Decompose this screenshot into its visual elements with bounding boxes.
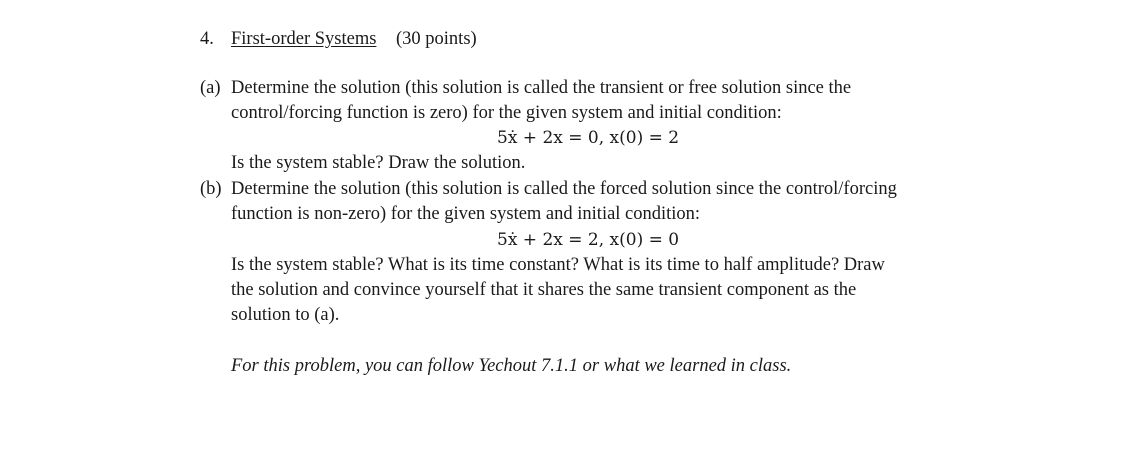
part-a-question: Is the system stable? Draw the solution.: [231, 153, 526, 173]
part-b-equation: 5ẋ + 2x = 2, x(0) = 0: [497, 230, 680, 250]
part-a-label: (a): [200, 78, 221, 98]
part-b-line-1: Determine the solution (this solution is called the forced solution since the control/forcing: [231, 179, 897, 199]
reference-note: For this problem, you can follow Yechout 7.1.1 or what we learned in class.: [231, 356, 792, 376]
problem-title: First-order Systems: [231, 29, 377, 49]
problem-number: 4.: [200, 29, 214, 49]
part-b-question-1: Is the system stable? What is its time constant? What is its time to half amplitude? Draw: [231, 255, 885, 275]
part-a-line-2: control/forcing function is zero) for the given system and initial condition:: [231, 103, 782, 123]
part-b-question-2: the solution and convince yourself that it shares the same transient component as the: [231, 280, 857, 300]
problem-points: (30 points): [396, 29, 477, 49]
part-a-line-1: Determine the solution (this solution is called the transient or free solution since the: [231, 78, 852, 98]
part-b-label: (b): [200, 179, 222, 199]
part-b-question-3: solution to (a).: [231, 305, 340, 325]
part-a-equation: 5ẋ + 2x = 0, x(0) = 2: [497, 128, 680, 148]
part-b-line-2: function is non-zero) for the given system and initial condition:: [231, 204, 701, 224]
